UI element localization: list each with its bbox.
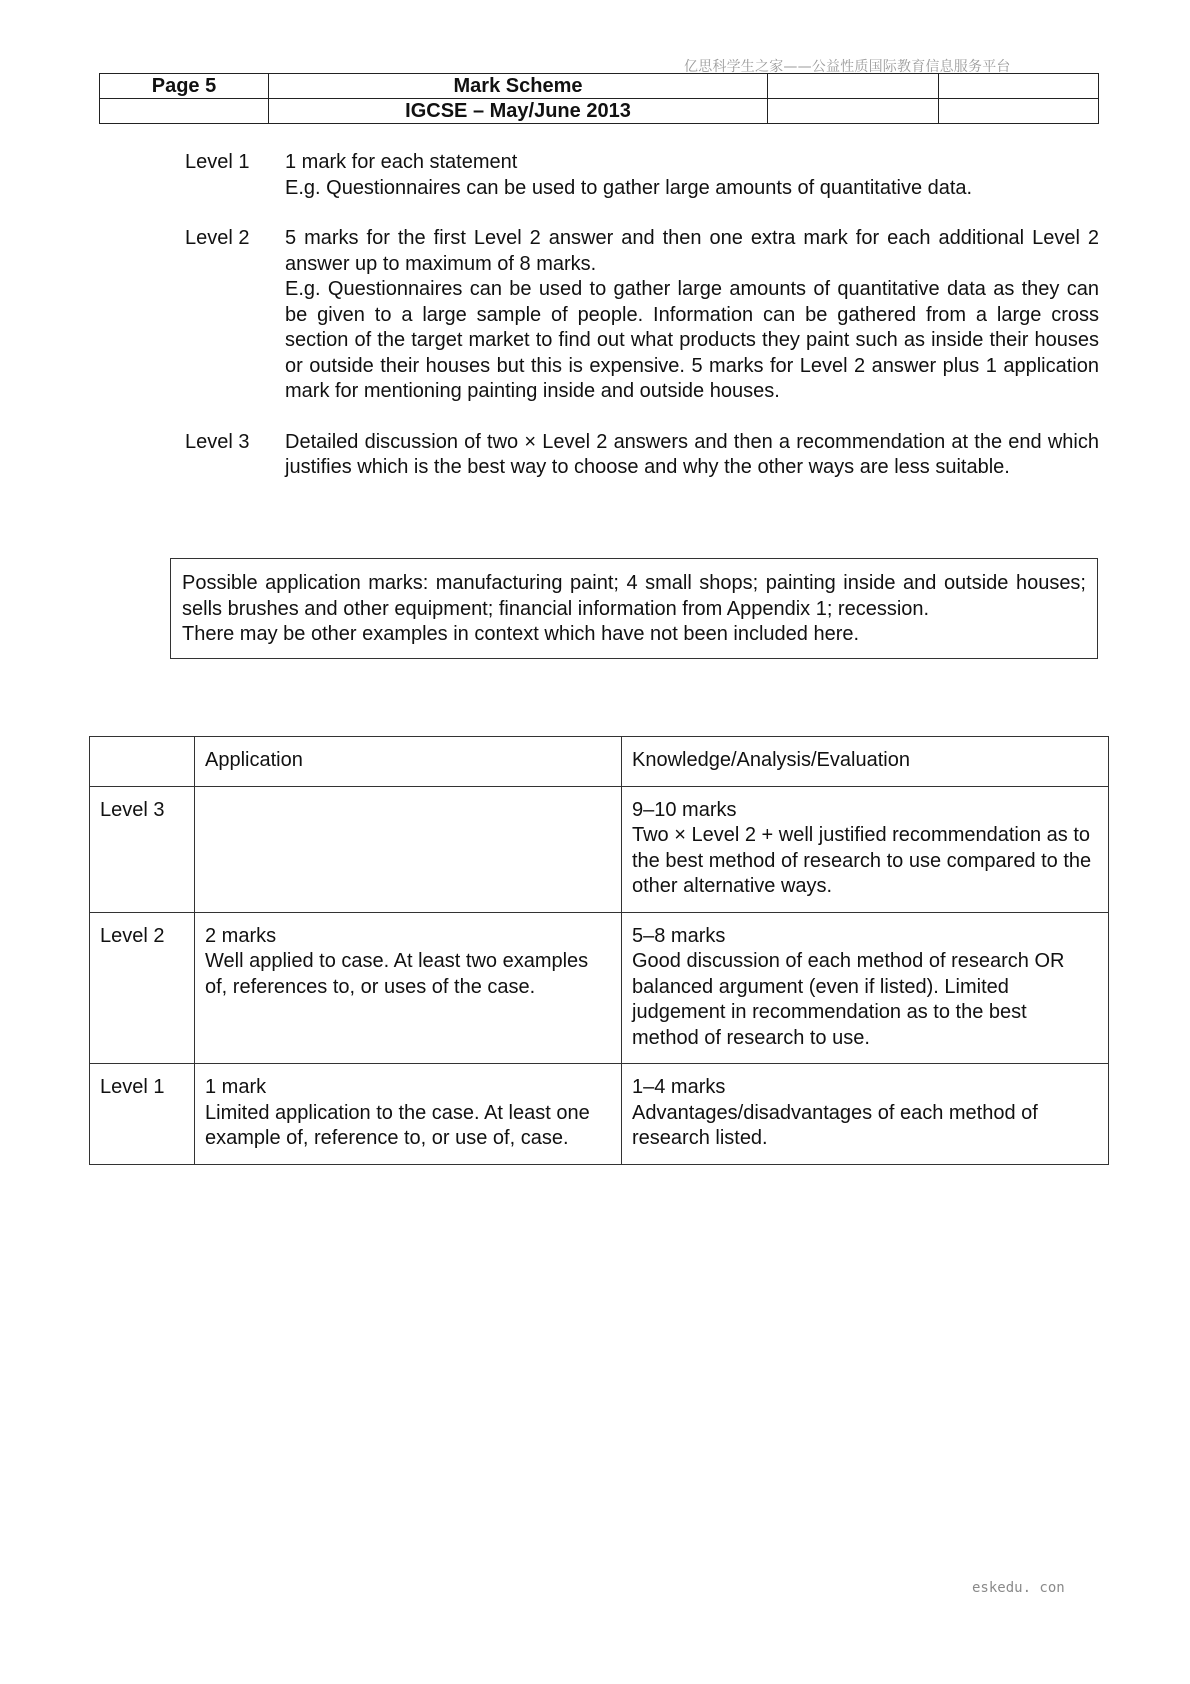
level-paragraph: 1 mark for each statement [285, 151, 518, 173]
application-marks-note: There may be other examples in context which have not been included here. [182, 623, 860, 645]
table-row [90, 912, 1109, 1064]
criteria-text: Advantages/disadvantages of each method of research listed. [632, 1101, 1038, 1149]
level-descriptions [185, 150, 1099, 506]
level-paragraph: 5 marks for the first Level 2 answer and then one extra mark for each additional Level 2 answer up to maximum of 8 marks. [285, 227, 1099, 275]
document-title: Mark Scheme [269, 74, 768, 99]
application-cell [195, 912, 622, 1064]
level-body [285, 226, 1099, 405]
footer-watermark: eskedu. con [972, 1580, 1065, 1596]
application-cell [195, 786, 622, 912]
table-row [90, 1064, 1109, 1165]
mark-grid-table [89, 736, 1109, 1165]
criteria-text: Well applied to case. At least two examples of, references to, or uses of the case. [205, 950, 589, 998]
marks-range: 9–10 marks [632, 798, 737, 821]
header-empty-cell [939, 99, 1099, 124]
page-number: Page 5 [100, 74, 269, 99]
marks-range: 1–4 marks [632, 1076, 726, 1098]
level-paragraph: Detailed discussion of two × Level 2 answers and then a recommendation at the end which justifies which is the best way to choose and why the other ways are less suitable. [285, 430, 1099, 478]
table-header-cell: Knowledge/Analysis/Evaluation [622, 737, 1109, 787]
row-level-cell: Level 3 [90, 786, 195, 912]
level-row [185, 150, 1099, 201]
table-header-row [90, 737, 1109, 787]
criteria-text: Good discussion of each method of research OR balanced argument (even if listed). Limited judgement in recommendation as to the best method of research to use. [632, 950, 1065, 1049]
table-header-cell [90, 737, 195, 787]
criteria-text: Two × Level 2 + well justified recommendation as to the best method of research to use compared to the other alternative ways. [632, 824, 1092, 897]
marks-range: 2 marks [205, 924, 277, 947]
level-body [285, 150, 1099, 201]
knowledge-cell [622, 912, 1109, 1064]
table-row [90, 786, 1109, 912]
application-cell [195, 1064, 622, 1165]
header-empty-cell [768, 74, 939, 99]
knowledge-cell [622, 1064, 1109, 1165]
level-label: Level 3 [185, 430, 250, 453]
row-level-cell: Level 1 [90, 1064, 195, 1165]
level-body [285, 430, 1099, 481]
level-row [185, 430, 1099, 481]
application-marks-text: Possible application marks: manufacturing paint; 4 small shops; painting inside and outside houses; sells brushes and other equipment; financial information from Appendix 1; recession. [182, 572, 1086, 620]
knowledge-cell [622, 786, 1109, 912]
header-empty-cell [768, 99, 939, 124]
row-level-cell: Level 2 [90, 912, 195, 1064]
level-label: Level 2 [185, 227, 250, 249]
level-paragraph: E.g. Questionnaires can be used to gather large amounts of quantitative data as they can be given to a large sample of people. Information can be gathered from a large cross section of the target market to find out what products they paint such as inside their houses or outside their houses but this is expensive. 5 marks for Level 2 answer plus 1 application mark for mentioning painting inside and outside houses. [285, 278, 1099, 402]
document-subtitle: IGCSE – May/June 2013 [269, 99, 768, 124]
level-row [185, 226, 1099, 405]
level-paragraph: E.g. Questionnaires can be used to gather large amounts of quantitative data. [285, 176, 973, 199]
watermark-text: 亿思科学生之家——公益性质国际教育信息服务平台 [684, 59, 1011, 75]
marks-range: 5–8 marks [632, 924, 726, 947]
header-empty-cell [100, 99, 269, 124]
level-label: Level 1 [185, 151, 250, 173]
application-marks-box [170, 558, 1098, 659]
criteria-text: Limited application to the case. At least one example of, reference to, or use of, case. [205, 1101, 590, 1149]
table-header-cell: Application [195, 737, 622, 787]
page-header-table [99, 73, 1099, 124]
header-empty-cell [939, 74, 1099, 99]
marks-range: 1 mark [205, 1076, 267, 1098]
